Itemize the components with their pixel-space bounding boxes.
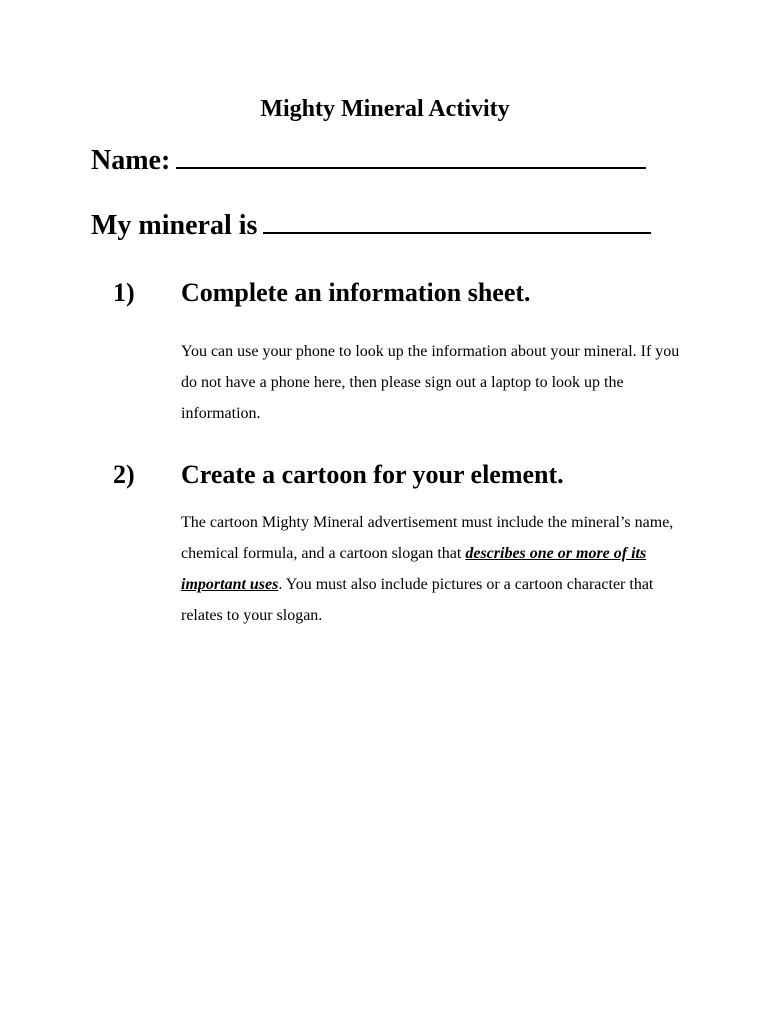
step-2-body-after: . You must also include pictures or a cartoon character that relates to your slogan.: [181, 576, 654, 624]
mineral-label: My mineral is: [91, 210, 258, 241]
mineral-blank-line: [263, 208, 651, 234]
step-1-heading: Complete an information sheet.: [181, 278, 531, 307]
step-2-heading: Create a cartoon for your element.: [181, 460, 564, 489]
step-2-body: [181, 507, 686, 631]
page-title: Mighty Mineral Activity: [260, 96, 510, 122]
step-2-body-before: The cartoon Mighty Mineral advertisement must include the mineral’s name, chemical formula, and a cartoon slogan that: [181, 514, 674, 562]
mineral-field-row: [91, 208, 651, 244]
name-field-row: [91, 143, 646, 179]
step-2-number: 2): [113, 460, 135, 489]
step-1-body: You can use your phone to look up the information about your mineral. If you do not have a phone here, then please sign out a laptop to look up the information.: [181, 343, 680, 422]
step-1-number: 1): [113, 278, 135, 307]
name-label: Name:: [91, 145, 171, 176]
name-blank-line: [176, 143, 646, 169]
step-2-body-emphasis: describes one or more of its important uses: [181, 545, 647, 593]
